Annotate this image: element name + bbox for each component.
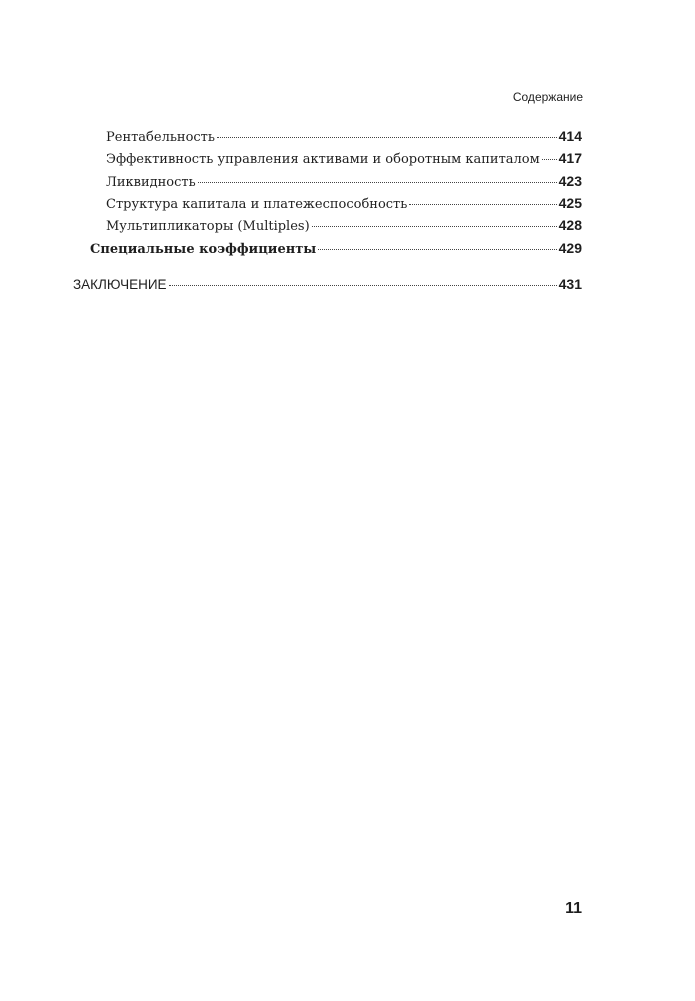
toc-entry-title: Эффективность управления активами и оборотным капиталом [106,152,540,167]
toc-entry-title: Структура капитала и платежеспособность [106,197,408,212]
toc-entry-page: 431 [558,276,582,292]
toc-entry [106,173,582,193]
toc-entry-title: Ликвидность [106,175,196,190]
toc-entry-page: 425 [558,195,582,211]
toc-leader-dots [169,285,557,286]
toc-entry-page: 414 [558,128,582,144]
toc-entry-title: Специальные коэффициенты [90,242,317,257]
toc-entry-chapter [73,276,582,296]
toc-entry-title: Рентабельность [106,130,215,145]
toc-entry-title: Мультипликаторы (Multiples) [106,219,310,234]
toc-entry [106,150,582,170]
toc-entry-section [90,240,582,260]
toc-leader-dots [217,137,557,138]
toc-leader-dots [312,226,557,227]
toc-entry-page: 417 [558,150,582,166]
toc-leader-dots [542,159,557,160]
toc-leader-dots [318,249,556,250]
toc-entry [106,128,582,148]
toc-leader-dots [198,182,557,183]
toc-leader-dots [409,204,556,205]
toc-entry-page: 423 [558,173,582,189]
toc-entry [106,217,582,237]
page-number: 11 [565,900,582,917]
toc-entry-title: ЗАКЛЮЧЕНИЕ [73,277,167,292]
toc-entry-page: 429 [558,240,582,256]
toc-entry [106,195,582,215]
running-header: Содержание [512,90,583,104]
toc-entry-page: 428 [558,217,582,233]
